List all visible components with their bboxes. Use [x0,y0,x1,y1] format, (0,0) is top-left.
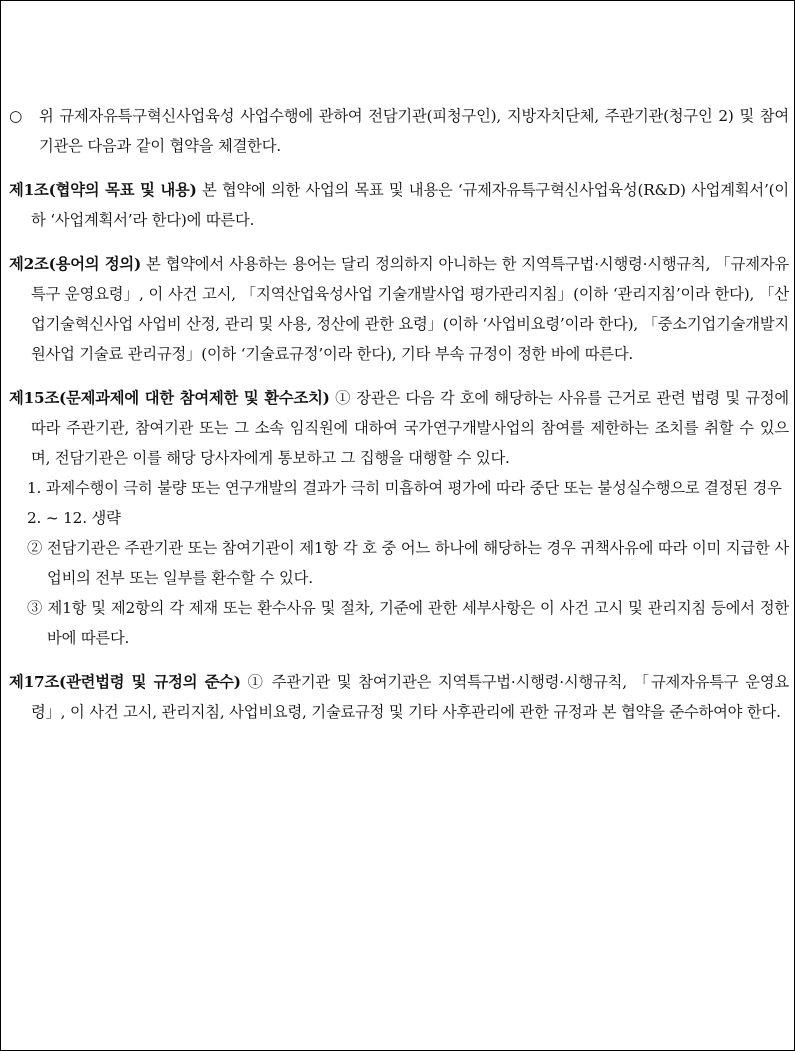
article-15-item-1: 1. 과제수행이 극히 불량 또는 연구개발의 결과가 극히 미흡하여 평가에 따라 중단 또는 불성실수행으로 결정된 경우 [27,479,782,497]
intro-paragraph [9,101,789,161]
article-17-text: ① 주관기관 및 참여기관은 지역특구법·시행령·시행규칙, 「규제자유특구 운영요령」, 이 사건 고시, 관리지침, 사업비요령, 기술료규정 및 기타 사후관리에 관한 규정과 본 협약을 준수하여야 한다. [31,673,790,721]
article-15 [9,383,789,473]
circle-bullet-icon: ○ [9,107,23,125]
article-1-text: 본 협약에 의한 사업의 목표 및 내용은 ‘규제자유특구혁신사업육성(R&D) 사업계획서’(이하 ‘사업계획서’라 한다)에 따른다. [31,181,789,229]
article-1 [9,175,789,235]
article-15-clause-2: ② 전담기관은 주관기관 또는 참여기관이 제1항 각 호 중 어느 하나에 해당하는 경우 귀책사유에 따라 이미 지급한 사업비의 전부 또는 일부를 환수할 수 있다. [27,539,789,587]
article-2-text: 본 협약에서 사용하는 용어는 달리 정의하지 아니하는 한 지역특구법·시행령·시행규칙, 「규제자유특구 운영요령」, 이 사건 고시, 「지역산업육성사업 기술개발사업 평가관리지침」(이하 ‘관리지침’이라 한다), 「산업기술혁신사업 사업비 산정, 관리 및 사용, 정산에 관한 요령」(이하 ‘사업비요령’이라 한다), 「중소기업기술개발지원사업 기술료 관리규정」(이하 ‘기술료규정’이라 한다), 기타 부속 규정이 정한 바에 따른다. [31,255,789,363]
article-1-heading: 제1조(협약의 목표 및 내용) [9,181,197,199]
intro-text: 위 규제자유특구혁신사업육성 사업수행에 관하여 전담기관(피청구인), 지방자치단체, 주관기관(청구인 2) 및 참여기관은 다음과 같이 협약을 체결한다. [39,107,789,155]
article-15-text: ① 장관은 다음 각 호에 해당하는 사유를 근거로 관련 법령 및 규정에 따라 주관기관, 참여기관 또는 그 소속 임직원에 대하여 국가연구개발사업의 참여를 제한하는 조치를 취할 수 있으며, 전담기관은 이를 해당 당사자에게 통보하고 그 집행을 대행할 수 있다. [31,389,789,467]
article-15-clause-3: ③ 제1항 및 제2항의 각 제재 또는 환수사유 및 절차, 기준에 관한 세부사항은 이 사건 고시 및 관리지침 등에서 정한 바에 따른다. [27,599,789,647]
article-2 [9,249,789,369]
article-2-heading: 제2조(용어의 정의) [9,255,142,273]
article-17-heading: 제17조(관련법령 및 규정의 준수) [9,673,241,691]
article-15-item-2: 2. ~ 12. 생략 [27,509,121,527]
article-15-heading: 제15조(문제과제에 대한 참여제한 및 환수조치) [9,389,330,407]
document-body [9,101,789,727]
article-17 [9,667,789,727]
